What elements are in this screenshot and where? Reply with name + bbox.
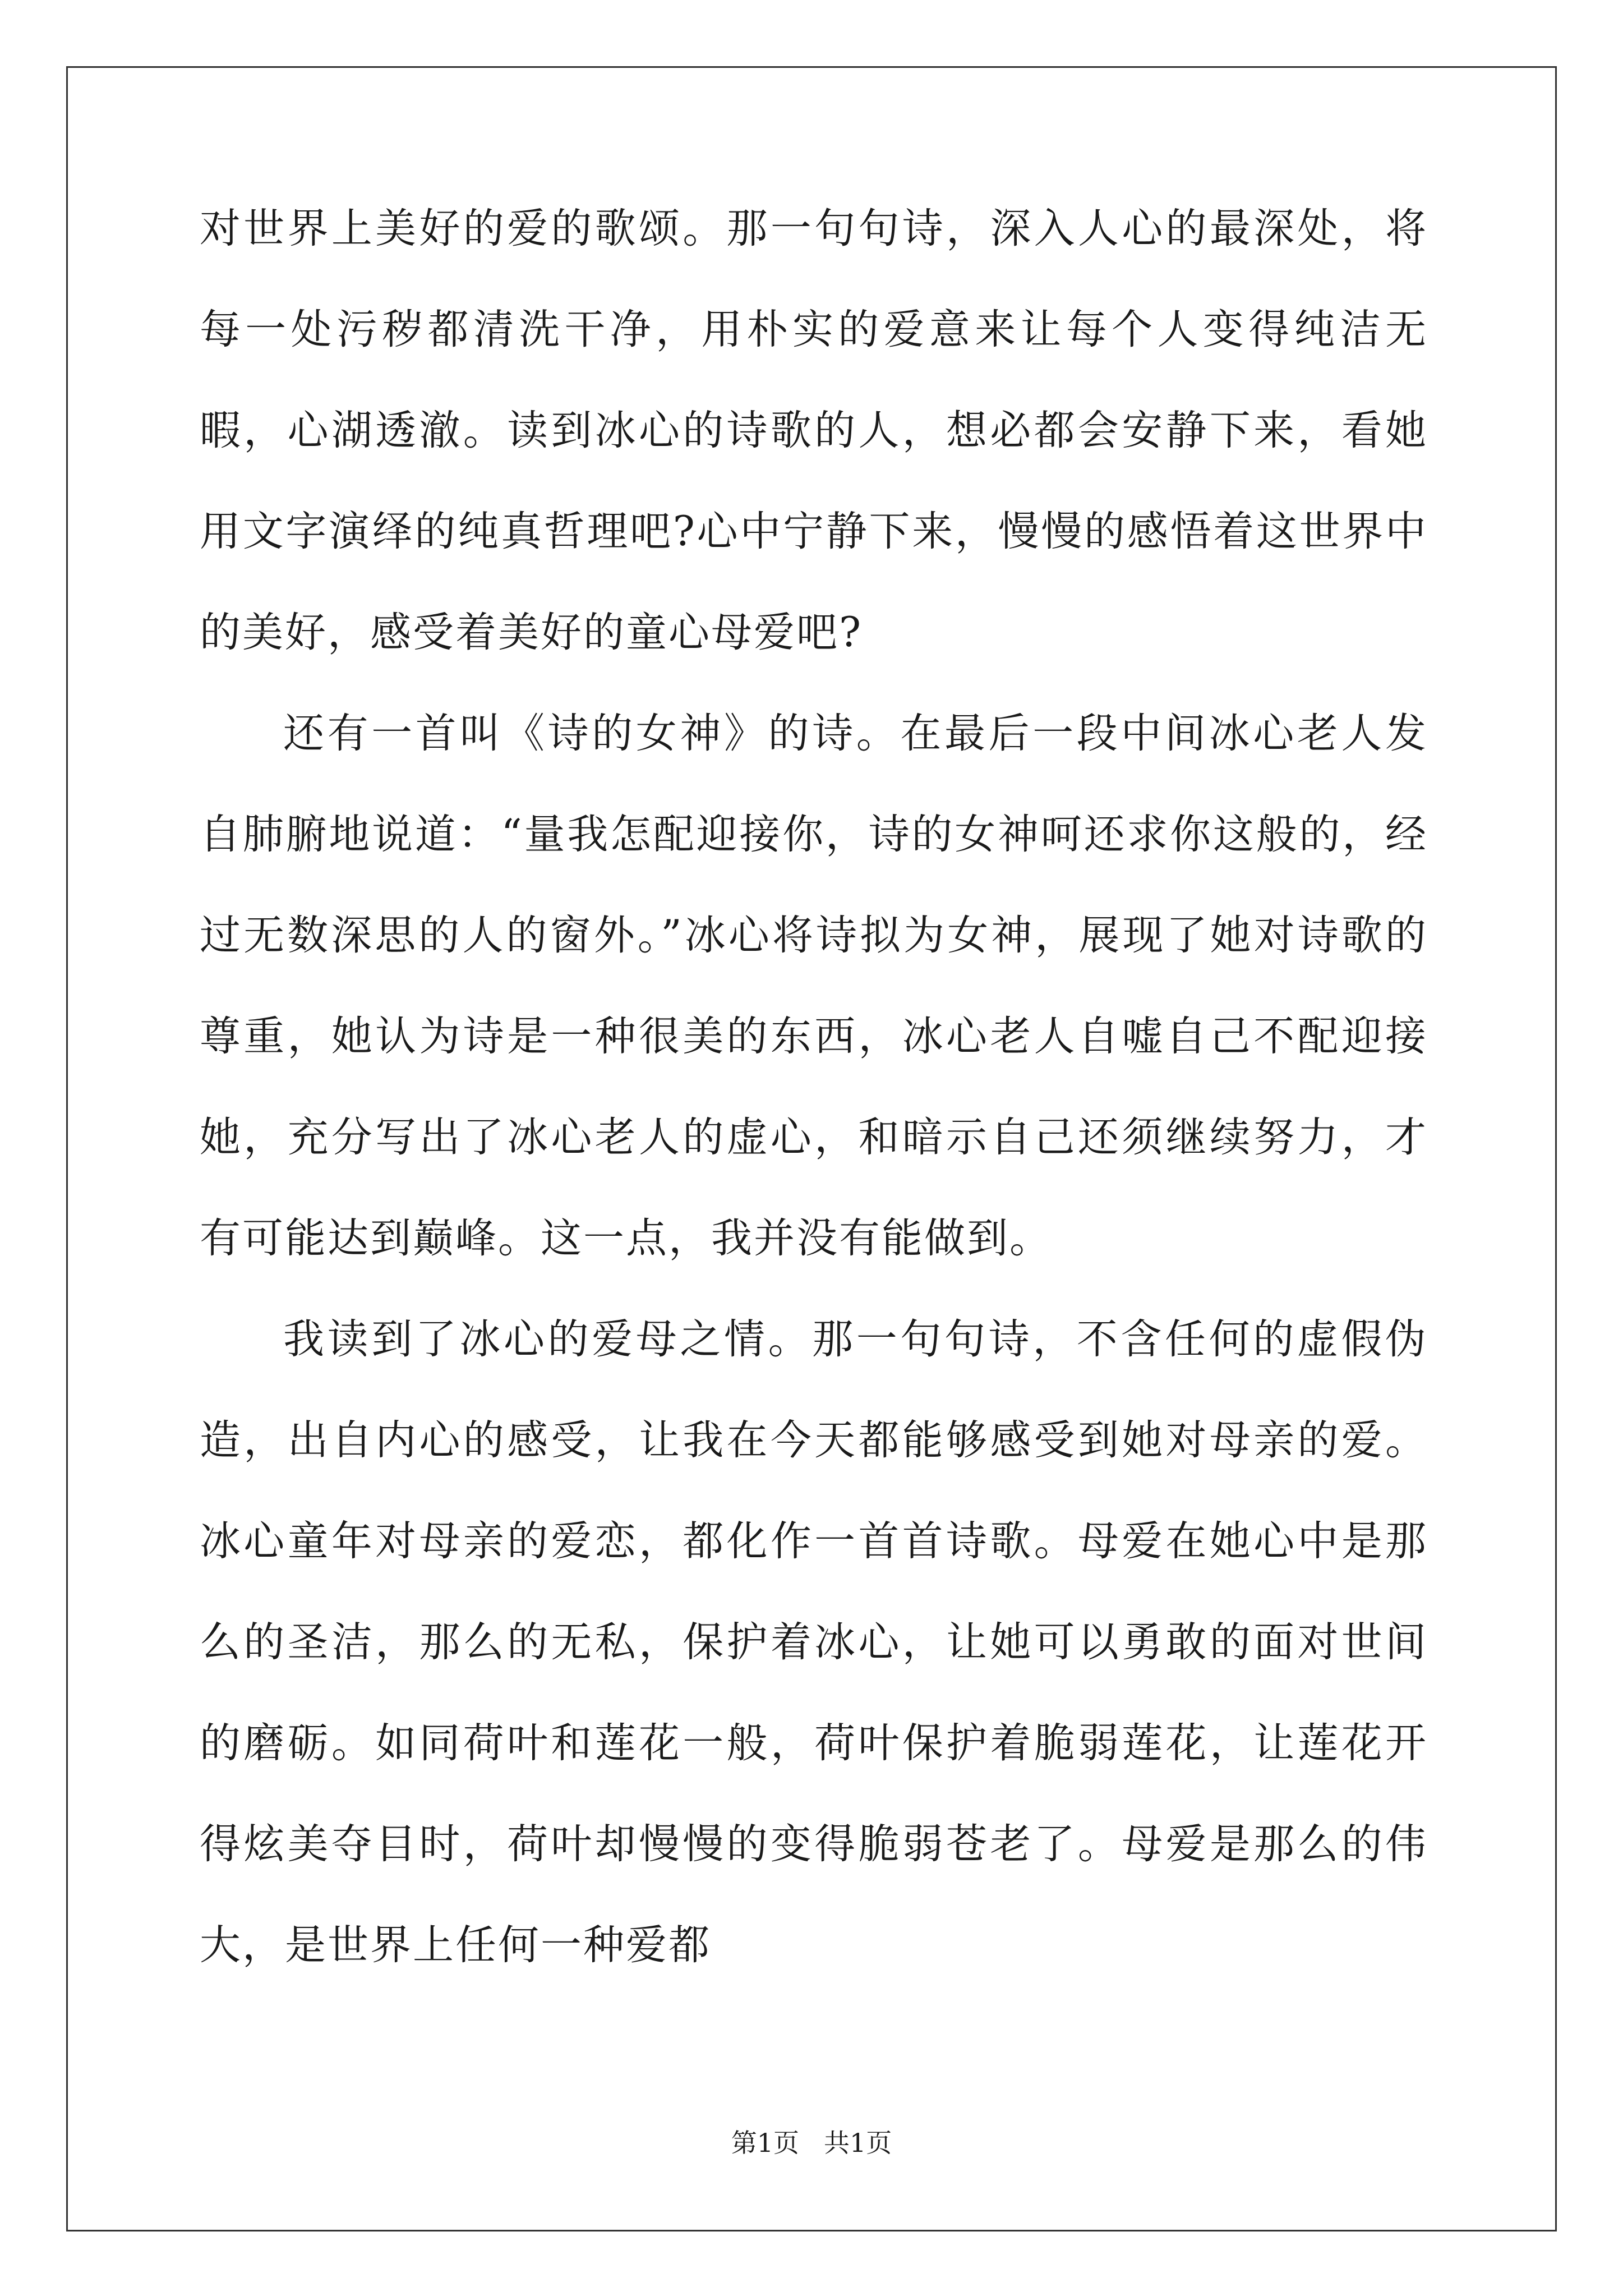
document-body [200,178,1428,1996]
paragraph: 我读到了冰心的爱母之情。那一句句诗，不含任何的虚假伪造，出自内心的感受，让我在今天都能够感受到她对母亲的爱。冰心童年对母亲的爱恋，都化作一首首诗歌。母爱在她心中是那么的圣洁，那么的无私，保护着冰心，让她可以勇敢的面对世间的磨砺。如同荷叶和莲花一般，荷叶保护着脆弱莲花，让莲花开得炫美夺目时，荷叶却慢慢的变得脆弱苍老了。母爱是那么的伟大，是世界上任何一种爱都 [200,1315,1428,1969]
page-total: 共1页 [824,2128,892,2158]
paragraph: 还有一首叫《诗的女神》的诗。在最后一段中间冰心老人发自肺腑地说道：“量我怎配迎接你，诗的女神呵还求你这般的，经过无数深思的人的窗外。”冰心将诗拟为女神，展现了她对诗歌的尊重，她认为诗是一种很美的东西，冰心老人自嘘自己不配迎接她，充分写出了冰心老人的虚心，和暗示自己还须继续努力，才有可能达到巅峰。这一点，我并没有能做到。 [200,710,1428,1262]
page-number: 第1页 [731,2128,799,2158]
paragraph: 对世界上美好的爱的歌颂。那一句句诗，深入人心的最深处，将每一处污秽都清洗干净，用朴实的爱意来让每个人变得纯洁无暇，心湖透澈。读到冰心的诗歌的人，想必都会安静下来，看她用文字演绎的纯真哲理吧?心中宁静下来，慢慢的感悟着这世界中的美好，感受着美好的童心母爱吧? [200,205,1428,656]
page-footer [0,2126,1623,2160]
